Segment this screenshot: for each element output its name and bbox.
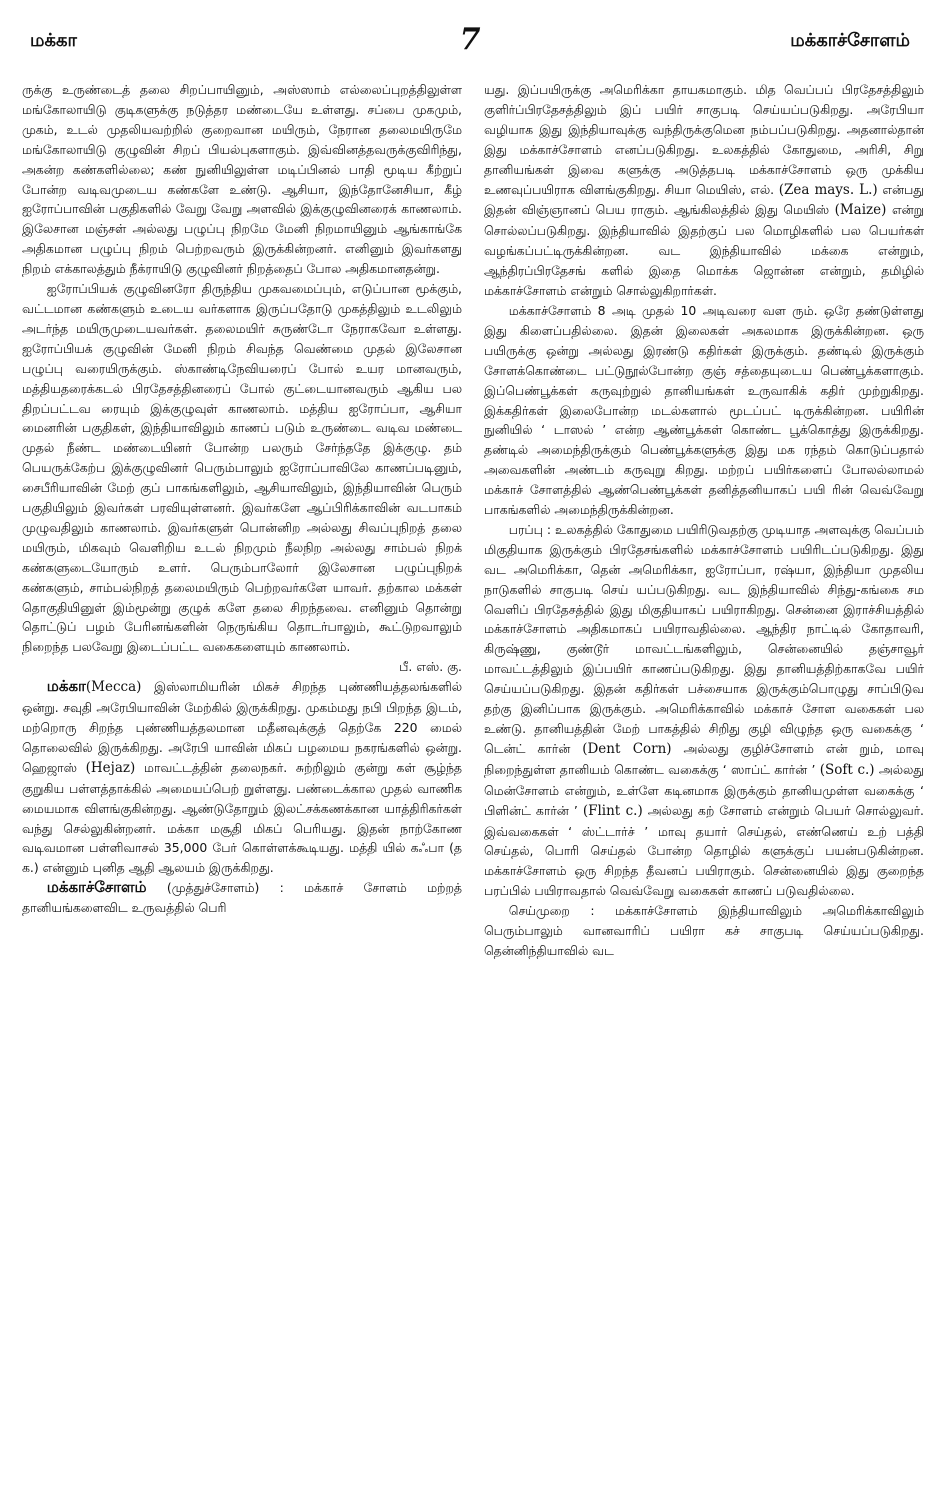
right-column — [484, 80, 924, 1475]
paragraph-european: ஐரோப்பியக் குழுவினரோ திருந்திய முகவமைப்பும், எடுப்பான மூக்கும், வட்டமான கண்களும் உடைய வர்களாக இருப்பதோடு முகத்திலும் உடலிலும் அடர்ந்த மயிருமுடையவர்கள். தலைமயிர் சுருண்டோ நேராகவோ உள்ளது. ஐரோப்பியக் குழுவின் மேனி நிறம் சிவந்த வெண்மை முதல் இலேசான பழுப்பு வரையிருக்கும். ஸ்காண்டிநேவியரைப் போல் உயர மானவரும், மத்தியதரைக்கடல் பிரதேசத்தினரைப் போல் குட்டையானவரும் ஆகிய பல திறப்பட்டவ ரையும் இக்குழுவுள் காணலாம். மத்திய ஐரோப்பா, ஆசியா மைனரின் பகுதிகள், இந்தியாவிலும் காணப் படும் உருண்டை வடிவ மண்டை முதல் நீண்ட மண்டையினர் போன்ற பலரும் சேர்ந்ததே இக்குழு. தம் பெயருக்கேற்ப இக்குழுவினர் பெரும்பாலும் ஐரோப்பாவிலே காணப்படினும், சைபீரியாவின் மேற் குப் பாகங்களிலும், ஆசியாவிலும், இந்தியாவின் பெரும் பகுதியிலும் இவர்கள் பரவியுள்ளனர். இவர்களே ஆப்பிரிக்காவின் வடபாகம் முழுவதிலும் காணலாம். இவர்களுள் பொன்னிற அல்லது சிவப்புநிறத் தலை மயிரும், மிகவும் வெளிறிய உடல் நிறமும் நீலநிற அல்லது சாம்பல் நிறக் கண்களுடையோரும் உளர். பெரும்பாலோர் இலேசான பழுப்புநிறக் கண்களும், சாம்பல்நிறத் தலைமயிரும் பெற்றவர்களே யாவர். தற்கால மக்கள் தொகுதியினுள் இம்மூன்று குழுக் களே தலை சிறந்தவை. எனினும் தொன்று தொட்டுப் பழம் பேரினங்களின் நெருங்கிய தொடர்பாலும், கூட்டுறவாலும் நிறைந்த பலவேறு இடைப்பட்ட வகைகளையும் காணலாம். — [22, 281, 462, 655]
paragraph-maize-cultivation: செய்முறை : மக்காச்சோளம் இந்தியாவிலும் அமெரிக்காவிலும் பெரும்பாலும் வானவாரிப் பயிரா கச் சாகுபடி செய்யப்படுகிறது. தென்னிந்தியாவில் வட — [484, 903, 924, 958]
latin-maize: (Maize) — [834, 202, 887, 219]
distribution-text-4: அல்லது கற் சோளம் என்றும் பெயர் சொல்லுவர். இவ்வகைகள் ‘ ஸ்ட்டார்ச் ’ மாவு தயார் செய்தல், எண்ணெய் உற் பத்தி செய்தல், பொரி செய்தல் போன்ற தொழில் களுக்குப் பயன்படுகின்றன. மக்காச்சோளம் ஒரு சிறந்த தீவனப் பயிராகும். சென்னையில் இது குறைந்த பரப்பில் பயிராவதால் வெவ்வேறு வகைகள் காணப் படுவதில்லை. — [484, 802, 924, 899]
latin-flint-corn: (Flint c.) — [582, 802, 643, 819]
paragraph-maize-origin — [484, 80, 924, 301]
header-left-title: மக்கா — [30, 30, 77, 51]
latin-mecca: (Mecca) — [85, 679, 142, 696]
maize-text-start: மக்காச் சோளம் மற்றத் தானியங்களைவிட உருவத்தில் பெரி — [22, 880, 462, 916]
latin-dent-corn: (Dent Corn) — [582, 740, 672, 757]
paragraph-maize-plant: மக்காச்சோளம் 8 அடி முதல் 10 அடிவரை வள ரும். ஒரே தண்டுள்ளது இது கிளைப்பதில்லை. இதன் இலைகள் அகலமாக இருக்கின்றன. ஒரு பயிருக்கு ஒன்று அல்லது இரண்டு கதிர்கள் இருக்கும். தண்டில் இருக்கும் சோளக்கொண்டை பட்டுநூல்போன்ற குஞ் சத்தையுடைய பெண்பூக்களாகும். இப்பெண்பூக்கள் கருவுற்றுல் தானியங்கள் உருவாகிக் கதிர் முற்றுகிறது. இக்கதிர்கள் இலைபோன்ற மடல்களால் மூடப்பட் டிருக்கின்றன. பயிரின் நுனியில் ‘ டாஸல் ’ என்ற ஆண்பூக்கள் கொண்ட பூக்கொத்து இருக்கிறது. தண்டில் அமைந்திருக்கும் பெண்பூக்களுக்கு இது மக ரந்தம் கொடுப்பதால் அவைகளின் அண்டம் கருவுறு கிறது. மற்றப் பயிர்களைப் போலல்லாமல் மக்காச் சோளத்தில் ஆண்பெண்பூக்கள் தனித்தனியாகப் பயி ரின் வெவ்வேறு பாகங்களில் அமைந்திருக்கின்றன. — [484, 302, 924, 518]
page-number: 7 — [459, 22, 481, 57]
distribution-text-3: அல்லது மென்சோளம் என்றும், உள்ளே கடினமாக இருக்கும் தானியமுள்ள வகைக்கு ‘ பிளின்ட் கார்ன் ’ — [484, 761, 924, 818]
author-signature: பீ. எஸ். கு. — [399, 659, 462, 675]
paragraph-mongoloid: ருக்கு உருண்டைத் தலை சிறப்பாயினும், அஸ்ஸாம் எல்லைப்புறத்திலுள்ள மங்கோலாயிடு குடிகளுக்கு நடுத்தர மண்டையே உள்ளது. சப்பை முகமும், முகம், உடல் முதலியவற்றில் குறைவான மயிரும், நேரான தலைமயிருமே மங்கோலாயிடு குழுவின் சிறப் பியல்புகளாகும். இவ்வினத்தவருக்குவிரிந்து, அகன்ற கண்களில்லை; கண் நுனியிலுள்ள மடிப்பினல் பாதி மூடிய கீற்றுப் போன்ற வடிவமுடைய கண்களே உண்டு. ஆசியா, இந்தோனேசியா, கீழ் ஐரோப்பாவின் பகுதிகளில் வேறு வேறு அளவில் இக்குழுவினரைக் காணலாம். இலேசான மஞ்சள் அல்லது பழுப்பு நிறமே மேனி நிறமாயினும் ஆங்காங்கே அதிகமான பழுப்பு நிறம் பெற்றவரும் இருக்கின்றனர். எனினும் இவர்களது நிறம் எக்காலத்தும் நீக்ராயிடு குழுவினர் நிறத்தைப் போல அதிகமானதன்று. — [22, 82, 462, 277]
maize-origin-text-3: என்று சொல்லப்படுகிறது. இந்தியாவில் இதற்குப் பல மொழிகளில் பல பெயர்கள் வழங்கப்பட்டிருக்கின்றன. வட இந்தியாவில் மக்கை என்றும், ஆந்திரப்பிரதேசங் களில் இதை மொக்க ஜொன்ன என்றும், தமிழில் மக்காச்சோளம் என்றும் சொல்லுகிறார்கள். — [484, 202, 924, 299]
mecca-text-1: இஸ்லாமியரின் மிகச் சிறந்த புண்ணியத்தலங்களில் ஒன்று. சவுதி அரேபியாவின் மேற்கில் இருக்கிறது. முகம்மது நபி பிறந்த இடம், மற்றொரு சிறந்த புண்ணியத்தலமான மதீனவுக்குத் தெற்கே 220 மைல் தொலைவில் இருக்கிறது. அரேபி யாவின் மிகப் பழமைய நகரங்களில் ஒன்று. ஹெஜாஸ் — [22, 679, 462, 775]
page-header — [30, 22, 910, 62]
entry-maize-start — [22, 878, 462, 918]
headword-mecca: மக்கா — [46, 677, 86, 696]
maize-origin-text-1: யது. இப்பயிருக்கு அமெரிக்கா தாயகமாகும். மித வெப்பப் பிரதேசத்திலும் குளிர்ப்பிரதேசத்திலும் இப் பயிர் சாகுபடி செய்யப்படுகிறது. அரேபியா வழியாக இது இந்தியாவுக்கு வந்திருக்குமென நம்பப்படுகிறது. அதனால்தான் இது மக்காச்சோளம் எனப்படுகிறது. உலகத்தில் கோதுமை, அரிசி, சிறு தானியங்கள் இவை களுக்கு அடுத்தபடி மக்காச்சோளம் ஒரு முக்கிய உணவுப்பயிராக விளங்குகிறது. சியா மெயிஸ், எல். — [484, 82, 924, 197]
distribution-text-1: பரப்பு : உலகத்தில் கோதுமை பயிரிடுவதற்கு முடியாத அளவுக்கு வெப்பம் மிகுதியாக இருக்கும் பிரதேசங்களில் மக்காச்சோளம் பயிரிடப்படுகிறது. இது வட அமெரிக்கா, தென் அமெரிக்கா, ஐரோப்பா, ரஷ்யா, இந்தியா முதலிய நாடுகளில் சாகுபடி செய் யப்படுகிறது. வட இந்தியாவில் சிந்து-கங்கை சம வெளிப் பிரதேசத்தில் இது மிகுதியாகப் பயிராகிறது. சென்னை இராச்சியத்தில் மக்காச்சோளம் அதிகமாகப் பயிராவதில்லை. ஆந்திர நாட்டில் கோதாவரி, கிருஷ்ணு, குண்டூர் மாவட்டங்களிலும், சென்னையில் தஞ்சாவூர் மாவட்டத்திலும் இப்பயிர் காணப்படுகிறது. இது தானியத்திற்காகவே பயிர் செய்யப்படுகிறது. இதன் கதிர்கள் பச்சையாக இருக்கும்பொழுது சாப்பிடுவ தற்கு இனிப்பாக இருக்கும். அமெரிக்காவில் மக்காச் சோள வகைகள் பல உண்டு. தானியத்தின் மேற் பாகத்தில் சிறிது குழி விழுந்த ஒரு வகைக்கு ‘ டென்ட் கார்ன் — [484, 521, 924, 756]
mecca-text-2: மாவட்டத்தின் தலைநகர். சுற்றிலும் குன்று கள் சூழ்ந்த குறுகிய பள்ளத்தாக்கில் அமையப்பெற் றுள்ளது. பண்டைக்கால முதல் வாணிக மையமாக விளங்குகின்றது. ஆண்டுதோறும் இலட்சக்கணக்கான யாத்திரிகர்கள் வந்து செல்லுகின்றனர். மக்கா மசூதி மிகப் பெரியது. இதன் நாற்கோண வடிவமான பள்ளிவாசல் 35,000 பேர் கொள்ளக்கூடியது. மத்தி யில் கஃபா (த க.) என்னும் புனித ஆதி ஆலயம் இருக்கிறது. — [22, 759, 462, 876]
headword-maize: மக்காச்சோளம் — [46, 878, 147, 897]
maize-origin-text-2: என்பது இதன் விஞ்ஞானப் பெய ராகும். ஆங்கிலத்தில் இது மெயிஸ் — [484, 181, 924, 218]
paragraph-maize-distribution — [484, 520, 924, 901]
left-column — [22, 80, 462, 1475]
entry-mecca — [22, 677, 462, 878]
latin-zea-mays: (Zea mays. L.) — [778, 181, 878, 198]
maize-subtitle: (முத்துச்சோளம்) : — [146, 880, 305, 896]
latin-soft-corn: (Soft c.) — [819, 761, 875, 778]
distribution-text-2: அல்லது குழிச்சோளம் என் றும், மாவு நிறைந்துள்ள தானியம் கொண்ட வகைக்கு ‘ ஸாப்ட் கார்ன் ’ — [484, 740, 924, 777]
latin-hejaz: (Hejaz) — [85, 759, 136, 776]
header-right-title: மக்காச்சோளம் — [790, 30, 910, 51]
